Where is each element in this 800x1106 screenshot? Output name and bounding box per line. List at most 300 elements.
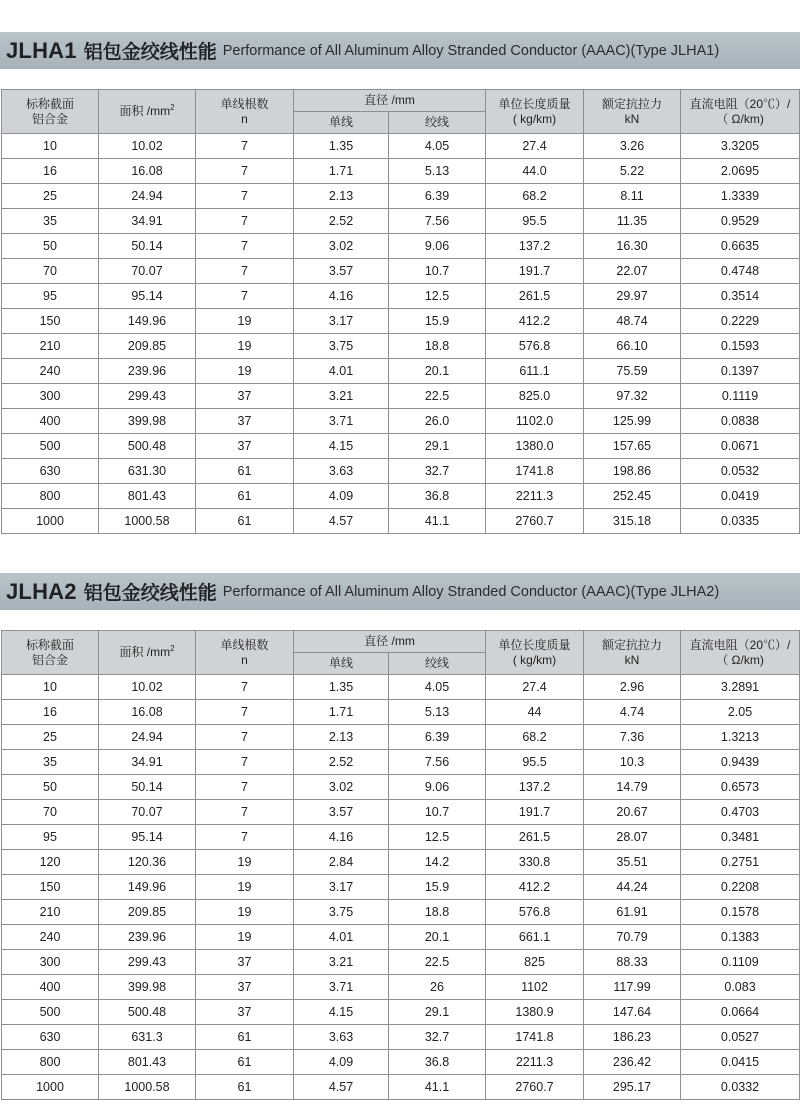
mass-cell: 825.0 — [486, 384, 584, 409]
mass-cell: 825 — [486, 950, 584, 975]
resistance-cell: 0.2229 — [681, 309, 800, 334]
resistance-cell: 0.0335 — [681, 509, 800, 534]
mass-cell: 661.1 — [486, 925, 584, 950]
resistance-cell: 0.3481 — [681, 825, 800, 850]
nominal-area-cell: 500 — [2, 1000, 99, 1025]
nominal-area-cell: 16 — [2, 700, 99, 725]
area-cell: 209.85 — [99, 334, 196, 359]
mass-cell: 1102 — [486, 975, 584, 1000]
stranded-diameter-cell: 26 — [389, 975, 486, 1000]
nominal-area-cell: 35 — [2, 209, 99, 234]
strand-count-cell: 61 — [196, 1075, 294, 1100]
strength-cell: 117.99 — [584, 975, 681, 1000]
strength-cell: 97.32 — [584, 384, 681, 409]
single-diameter-cell: 2.13 — [294, 725, 389, 750]
resistance-cell: 0.0527 — [681, 1025, 800, 1050]
table-row — [2, 334, 800, 359]
nominal-area-cell: 800 — [2, 484, 99, 509]
header-resistance: 直流电阻（20℃）/ （ Ω/km) — [681, 631, 800, 675]
strand-count-cell: 7 — [196, 284, 294, 309]
area-cell: 70.07 — [99, 800, 196, 825]
single-diameter-cell: 3.02 — [294, 234, 389, 259]
area-cell: 500.48 — [99, 434, 196, 459]
header-diameter-single: 单线 — [294, 653, 389, 675]
section-code: JLHA1 — [6, 37, 77, 63]
nominal-area-cell: 16 — [2, 159, 99, 184]
mass-cell: 2760.7 — [486, 1075, 584, 1100]
strand-count-cell: 37 — [196, 384, 294, 409]
stranded-diameter-cell: 12.5 — [389, 825, 486, 850]
strength-cell: 147.64 — [584, 1000, 681, 1025]
mass-cell: 191.7 — [486, 259, 584, 284]
resistance-cell: 0.0415 — [681, 1050, 800, 1075]
table-row — [2, 825, 800, 850]
nominal-area-cell: 95 — [2, 284, 99, 309]
strand-count-cell: 61 — [196, 1025, 294, 1050]
table-row — [2, 675, 800, 700]
header-diameter-stranded: 绞线 — [389, 653, 486, 675]
resistance-cell: 0.0332 — [681, 1075, 800, 1100]
mass-cell: 576.8 — [486, 334, 584, 359]
table-row — [2, 509, 800, 534]
stranded-diameter-cell: 4.05 — [389, 675, 486, 700]
table-row — [2, 384, 800, 409]
nominal-area-cell: 210 — [2, 334, 99, 359]
resistance-cell: 0.6635 — [681, 234, 800, 259]
strand-count-cell: 37 — [196, 1000, 294, 1025]
table-row — [2, 459, 800, 484]
header-diameter: 直径 /mm — [294, 90, 486, 112]
stranded-diameter-cell: 18.8 — [389, 334, 486, 359]
section-title-en: Performance of All Aluminum Alloy Stranded Conductor (AAAC)(Type JLHA2) — [222, 583, 720, 600]
nominal-area-cell: 210 — [2, 900, 99, 925]
strand-count-cell: 7 — [196, 159, 294, 184]
resistance-cell: 0.4748 — [681, 259, 800, 284]
stranded-diameter-cell: 14.2 — [389, 850, 486, 875]
stranded-diameter-cell: 15.9 — [389, 875, 486, 900]
resistance-cell: 0.0838 — [681, 409, 800, 434]
strength-cell: 29.97 — [584, 284, 681, 309]
mass-cell: 611.1 — [486, 359, 584, 384]
strength-cell: 198.86 — [584, 459, 681, 484]
single-diameter-cell: 1.71 — [294, 700, 389, 725]
mass-cell: 27.4 — [486, 675, 584, 700]
area-cell: 50.14 — [99, 775, 196, 800]
stranded-diameter-cell: 5.13 — [389, 159, 486, 184]
resistance-cell: 0.1119 — [681, 384, 800, 409]
stranded-diameter-cell: 26.0 — [389, 409, 486, 434]
strand-count-cell: 61 — [196, 1050, 294, 1075]
table-row — [2, 1050, 800, 1075]
nominal-area-cell: 240 — [2, 925, 99, 950]
mass-cell: 1741.8 — [486, 459, 584, 484]
table-row — [2, 975, 800, 1000]
strand-count-cell: 19 — [196, 309, 294, 334]
header-mass: 单位长度质量 ( kg/km) — [486, 631, 584, 675]
table-body — [2, 675, 800, 1100]
area-cell: 34.91 — [99, 209, 196, 234]
single-diameter-cell: 3.63 — [294, 459, 389, 484]
single-diameter-cell: 3.17 — [294, 309, 389, 334]
nominal-area-cell: 35 — [2, 750, 99, 775]
table-row — [2, 484, 800, 509]
resistance-cell: 0.1397 — [681, 359, 800, 384]
single-diameter-cell: 2.52 — [294, 209, 389, 234]
strand-count-cell: 7 — [196, 825, 294, 850]
single-diameter-cell: 1.35 — [294, 134, 389, 159]
resistance-cell: 0.1593 — [681, 334, 800, 359]
table-row — [2, 775, 800, 800]
table-row — [2, 284, 800, 309]
table-row — [2, 750, 800, 775]
mass-cell: 412.2 — [486, 309, 584, 334]
strand-count-cell: 61 — [196, 484, 294, 509]
mass-cell: 1380.9 — [486, 1000, 584, 1025]
section-title-en: Performance of All Aluminum Alloy Stranded Conductor (AAAC)(Type JLHA1) — [222, 42, 720, 59]
mass-cell: 95.5 — [486, 209, 584, 234]
table-row — [2, 359, 800, 384]
mass-cell: 1741.8 — [486, 1025, 584, 1050]
area-cell: 399.98 — [99, 409, 196, 434]
resistance-cell: 2.05 — [681, 700, 800, 725]
table-row — [2, 1025, 800, 1050]
stranded-diameter-cell: 7.56 — [389, 750, 486, 775]
mass-cell: 330.8 — [486, 850, 584, 875]
nominal-area-cell: 25 — [2, 184, 99, 209]
single-diameter-cell: 3.57 — [294, 800, 389, 825]
stranded-diameter-cell: 29.1 — [389, 1000, 486, 1025]
strand-count-cell: 7 — [196, 259, 294, 284]
area-cell: 149.96 — [99, 875, 196, 900]
stranded-diameter-cell: 6.39 — [389, 184, 486, 209]
nominal-area-cell: 500 — [2, 434, 99, 459]
section-banner — [0, 573, 800, 610]
stranded-diameter-cell: 20.1 — [389, 925, 486, 950]
resistance-cell: 1.3213 — [681, 725, 800, 750]
strength-cell: 48.74 — [584, 309, 681, 334]
strength-cell: 315.18 — [584, 509, 681, 534]
strength-cell: 88.33 — [584, 950, 681, 975]
strand-count-cell: 19 — [196, 900, 294, 925]
strength-cell: 44.24 — [584, 875, 681, 900]
header-nominal-area: 标称截面 铝合金 — [2, 631, 99, 675]
mass-cell: 261.5 — [486, 825, 584, 850]
table-row — [2, 1000, 800, 1025]
mass-cell: 68.2 — [486, 184, 584, 209]
stranded-diameter-cell: 10.7 — [389, 259, 486, 284]
strand-count-cell: 7 — [196, 234, 294, 259]
nominal-area-cell: 70 — [2, 800, 99, 825]
mass-cell: 261.5 — [486, 284, 584, 309]
strength-cell: 7.36 — [584, 725, 681, 750]
single-diameter-cell: 4.01 — [294, 359, 389, 384]
area-cell: 299.43 — [99, 950, 196, 975]
strand-count-cell: 37 — [196, 975, 294, 1000]
strand-count-cell: 7 — [196, 800, 294, 825]
table-row — [2, 875, 800, 900]
nominal-area-cell: 95 — [2, 825, 99, 850]
area-cell: 801.43 — [99, 484, 196, 509]
strand-count-cell: 61 — [196, 459, 294, 484]
area-cell: 1000.58 — [99, 1075, 196, 1100]
strand-count-cell: 7 — [196, 209, 294, 234]
resistance-cell: 0.0419 — [681, 484, 800, 509]
header-strength: 额定抗拉力 kN — [584, 631, 681, 675]
resistance-cell: 0.083 — [681, 975, 800, 1000]
single-diameter-cell: 4.16 — [294, 284, 389, 309]
area-cell: 24.94 — [99, 725, 196, 750]
strand-count-cell: 61 — [196, 509, 294, 534]
nominal-area-cell: 400 — [2, 975, 99, 1000]
header-diameter-single: 单线 — [294, 112, 389, 134]
table-row — [2, 134, 800, 159]
nominal-area-cell: 150 — [2, 875, 99, 900]
single-diameter-cell: 4.15 — [294, 434, 389, 459]
strength-cell: 295.17 — [584, 1075, 681, 1100]
area-cell: 95.14 — [99, 284, 196, 309]
area-cell: 1000.58 — [99, 509, 196, 534]
nominal-area-cell: 50 — [2, 234, 99, 259]
stranded-diameter-cell: 29.1 — [389, 434, 486, 459]
strength-cell: 11.35 — [584, 209, 681, 234]
mass-cell: 137.2 — [486, 775, 584, 800]
stranded-diameter-cell: 41.1 — [389, 509, 486, 534]
strength-cell: 66.10 — [584, 334, 681, 359]
stranded-diameter-cell: 41.1 — [389, 1075, 486, 1100]
table-row — [2, 434, 800, 459]
single-diameter-cell: 3.71 — [294, 975, 389, 1000]
stranded-diameter-cell: 18.8 — [389, 900, 486, 925]
resistance-cell: 3.3205 — [681, 134, 800, 159]
single-diameter-cell: 4.15 — [294, 1000, 389, 1025]
single-diameter-cell: 3.75 — [294, 334, 389, 359]
table-row — [2, 950, 800, 975]
single-diameter-cell: 3.21 — [294, 950, 389, 975]
resistance-cell: 0.2208 — [681, 875, 800, 900]
table-row — [2, 159, 800, 184]
strand-count-cell: 7 — [196, 134, 294, 159]
nominal-area-cell: 150 — [2, 309, 99, 334]
nominal-area-cell: 630 — [2, 459, 99, 484]
mass-cell: 1102.0 — [486, 409, 584, 434]
strand-count-cell: 19 — [196, 875, 294, 900]
table-row — [2, 725, 800, 750]
nominal-area-cell: 120 — [2, 850, 99, 875]
resistance-cell: 0.9529 — [681, 209, 800, 234]
header-area: 面积 $/mm^2$ — [99, 631, 196, 675]
stranded-diameter-cell: 4.05 — [389, 134, 486, 159]
stranded-diameter-cell: 15.9 — [389, 309, 486, 334]
area-cell: 34.91 — [99, 750, 196, 775]
header-strand-count: 单线根数 n — [196, 90, 294, 134]
nominal-area-cell: 10 — [2, 675, 99, 700]
single-diameter-cell: 4.57 — [294, 509, 389, 534]
area-cell: 299.43 — [99, 384, 196, 409]
area-cell: 24.94 — [99, 184, 196, 209]
section-code: JLHA2 — [6, 578, 77, 604]
stranded-diameter-cell: 6.39 — [389, 725, 486, 750]
single-diameter-cell: 4.09 — [294, 484, 389, 509]
nominal-area-cell: 1000 — [2, 1075, 99, 1100]
stranded-diameter-cell: 36.8 — [389, 1050, 486, 1075]
strength-cell: 236.42 — [584, 1050, 681, 1075]
table-row — [2, 850, 800, 875]
mass-cell: 27.4 — [486, 134, 584, 159]
stranded-diameter-cell: 9.06 — [389, 234, 486, 259]
stranded-diameter-cell: 7.56 — [389, 209, 486, 234]
mass-cell: 44 — [486, 700, 584, 725]
single-diameter-cell: 3.71 — [294, 409, 389, 434]
nominal-area-cell: 400 — [2, 409, 99, 434]
mass-cell: 412.2 — [486, 875, 584, 900]
performance-table — [1, 89, 800, 534]
strength-cell: 10.3 — [584, 750, 681, 775]
strength-cell: 125.99 — [584, 409, 681, 434]
single-diameter-cell: 4.57 — [294, 1075, 389, 1100]
header-diameter: 直径 /mm — [294, 631, 486, 653]
single-diameter-cell: 3.63 — [294, 1025, 389, 1050]
table-row — [2, 409, 800, 434]
resistance-cell: 0.4703 — [681, 800, 800, 825]
table-row — [2, 309, 800, 334]
table-row — [2, 259, 800, 284]
nominal-area-cell: 1000 — [2, 509, 99, 534]
area-cell: 70.07 — [99, 259, 196, 284]
strength-cell: 186.23 — [584, 1025, 681, 1050]
strength-cell: 157.65 — [584, 434, 681, 459]
single-diameter-cell: 3.57 — [294, 259, 389, 284]
area-cell: 149.96 — [99, 309, 196, 334]
table-row — [2, 925, 800, 950]
nominal-area-cell: 240 — [2, 359, 99, 384]
strength-cell: 35.51 — [584, 850, 681, 875]
header-strength: 额定抗拉力 kN — [584, 90, 681, 134]
section-banner — [0, 32, 800, 69]
strand-count-cell: 7 — [196, 700, 294, 725]
single-diameter-cell: 4.16 — [294, 825, 389, 850]
nominal-area-cell: 50 — [2, 775, 99, 800]
mass-cell: 2211.3 — [486, 1050, 584, 1075]
strand-count-cell: 19 — [196, 925, 294, 950]
strength-cell: 8.11 — [584, 184, 681, 209]
mass-cell: 2211.3 — [486, 484, 584, 509]
section-title-zh: 铝包金绞线性能 — [83, 582, 217, 604]
resistance-cell: 3.2891 — [681, 675, 800, 700]
stranded-diameter-cell: 20.1 — [389, 359, 486, 384]
single-diameter-cell: 4.01 — [294, 925, 389, 950]
header-nominal-area: 标称截面 铝合金 — [2, 90, 99, 134]
single-diameter-cell: 2.52 — [294, 750, 389, 775]
strand-count-cell: 7 — [196, 184, 294, 209]
stranded-diameter-cell: 36.8 — [389, 484, 486, 509]
header-resistance: 直流电阻（20℃）/ （ Ω/km) — [681, 90, 800, 134]
stranded-diameter-cell: 5.13 — [389, 700, 486, 725]
area-cell: 50.14 — [99, 234, 196, 259]
strand-count-cell: 37 — [196, 409, 294, 434]
resistance-cell: 0.1109 — [681, 950, 800, 975]
header-strand-count: 单线根数 n — [196, 631, 294, 675]
strength-cell: 22.07 — [584, 259, 681, 284]
strength-cell: 2.96 — [584, 675, 681, 700]
table-row — [2, 800, 800, 825]
area-cell: 631.3 — [99, 1025, 196, 1050]
area-cell: 631.30 — [99, 459, 196, 484]
resistance-cell: 0.0671 — [681, 434, 800, 459]
single-diameter-cell: 1.71 — [294, 159, 389, 184]
strand-count-cell: 37 — [196, 950, 294, 975]
single-diameter-cell: 3.02 — [294, 775, 389, 800]
resistance-cell: 0.6573 — [681, 775, 800, 800]
stranded-diameter-cell: 22.5 — [389, 950, 486, 975]
single-diameter-cell: 3.75 — [294, 900, 389, 925]
single-diameter-cell: 2.84 — [294, 850, 389, 875]
mass-cell: 95.5 — [486, 750, 584, 775]
mass-cell: 137.2 — [486, 234, 584, 259]
area-cell: 801.43 — [99, 1050, 196, 1075]
strength-cell: 3.26 — [584, 134, 681, 159]
resistance-cell: 2.0695 — [681, 159, 800, 184]
mass-cell: 1380.0 — [486, 434, 584, 459]
area-cell: 500.48 — [99, 1000, 196, 1025]
stranded-diameter-cell: 22.5 — [389, 384, 486, 409]
area-cell: 95.14 — [99, 825, 196, 850]
single-diameter-cell: 3.21 — [294, 384, 389, 409]
resistance-cell: 1.3339 — [681, 184, 800, 209]
mass-cell: 68.2 — [486, 725, 584, 750]
nominal-area-cell: 300 — [2, 384, 99, 409]
strength-cell: 252.45 — [584, 484, 681, 509]
stranded-diameter-cell: 32.7 — [389, 1025, 486, 1050]
strand-count-cell: 7 — [196, 725, 294, 750]
performance-table — [1, 630, 800, 1100]
resistance-cell: 0.2751 — [681, 850, 800, 875]
strand-count-cell: 19 — [196, 359, 294, 384]
resistance-cell: 0.0664 — [681, 1000, 800, 1025]
nominal-area-cell: 70 — [2, 259, 99, 284]
strand-count-cell: 7 — [196, 750, 294, 775]
strength-cell: 70.79 — [584, 925, 681, 950]
single-diameter-cell: 1.35 — [294, 675, 389, 700]
area-cell: 16.08 — [99, 700, 196, 725]
table-row — [2, 234, 800, 259]
area-cell: 399.98 — [99, 975, 196, 1000]
mass-cell: 44.0 — [486, 159, 584, 184]
area-cell: 10.02 — [99, 134, 196, 159]
strand-count-cell: 7 — [196, 675, 294, 700]
resistance-cell: 0.3514 — [681, 284, 800, 309]
header-diameter-stranded: 绞线 — [389, 112, 486, 134]
resistance-cell: 0.1383 — [681, 925, 800, 950]
table-row — [2, 209, 800, 234]
strength-cell: 14.79 — [584, 775, 681, 800]
nominal-area-cell: 25 — [2, 725, 99, 750]
table-row — [2, 700, 800, 725]
stranded-diameter-cell: 9.06 — [389, 775, 486, 800]
nominal-area-cell: 10 — [2, 134, 99, 159]
resistance-cell: 0.1578 — [681, 900, 800, 925]
nominal-area-cell: 800 — [2, 1050, 99, 1075]
mass-cell: 2760.7 — [486, 509, 584, 534]
area-cell: 16.08 — [99, 159, 196, 184]
strand-count-cell: 19 — [196, 850, 294, 875]
single-diameter-cell: 2.13 — [294, 184, 389, 209]
table-row — [2, 1075, 800, 1100]
table-row — [2, 900, 800, 925]
area-cell: 10.02 — [99, 675, 196, 700]
stranded-diameter-cell: 32.7 — [389, 459, 486, 484]
strand-count-cell: 37 — [196, 434, 294, 459]
strength-cell: 61.91 — [584, 900, 681, 925]
